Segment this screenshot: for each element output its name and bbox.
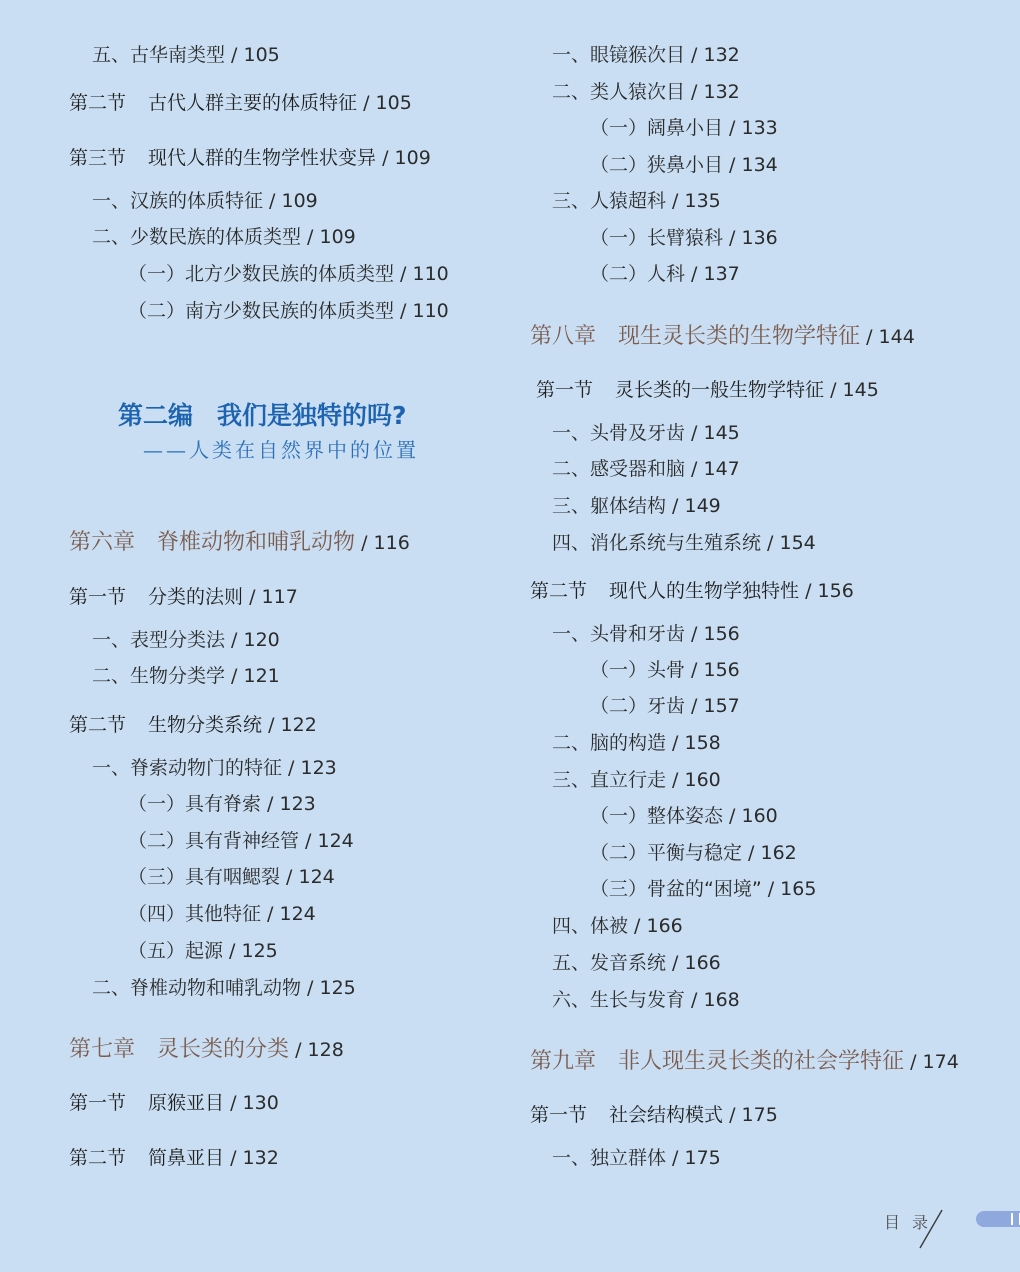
toc-page-number: / 156 xyxy=(685,623,740,645)
toc-title: 社会结构模式 xyxy=(609,1104,724,1126)
toc-label: 第二节 xyxy=(69,92,127,114)
toc-title: （二）南方少数民族的体质类型 xyxy=(128,300,395,322)
toc-entry xyxy=(552,460,740,479)
toc-title: 简鼻亚目 xyxy=(148,1147,225,1169)
toc-page-number: / 110 xyxy=(394,263,449,285)
toc-page-number: / 175 xyxy=(723,1104,778,1126)
toc-entry xyxy=(128,832,354,851)
toc-entry xyxy=(128,942,278,961)
toc-label: 第二节 xyxy=(69,1147,127,1169)
toc-entry xyxy=(128,905,316,924)
toc-page-number: / 120 xyxy=(225,629,280,651)
footer-slash-decoration xyxy=(918,1206,968,1250)
toc-entry xyxy=(128,302,449,321)
toc-entry xyxy=(590,844,797,863)
toc-entry xyxy=(552,192,721,211)
toc-entry xyxy=(552,83,740,102)
toc-section xyxy=(69,1149,279,1168)
toc-title: 一、独立群体 xyxy=(552,1147,667,1169)
toc-page-number: / 136 xyxy=(723,227,778,249)
toc-entry xyxy=(552,625,740,644)
toc-page-number: / 117 xyxy=(243,586,298,608)
toc-entry xyxy=(552,991,740,1010)
toc-title: 一、眼镜猴次目 xyxy=(552,44,686,66)
toc-page-number: / 168 xyxy=(685,989,740,1011)
toc-page-number: / 109 xyxy=(376,147,431,169)
toc-section xyxy=(536,381,879,400)
page-tab xyxy=(976,1211,1020,1227)
toc-title: 二、类人猿次目 xyxy=(552,81,686,103)
toc-title: 二、生物分类学 xyxy=(92,665,226,687)
toc-entry xyxy=(552,954,721,973)
toc-entry xyxy=(92,667,280,686)
toc-title: 一、表型分类法 xyxy=(92,629,226,651)
toc-page-number: / 132 xyxy=(685,81,740,103)
toc-entry xyxy=(92,979,356,998)
toc-page-number: / 109 xyxy=(263,190,318,212)
toc-chapter xyxy=(69,532,410,554)
toc-page-number: / 166 xyxy=(666,952,721,974)
toc-label: 第二节 xyxy=(69,714,127,736)
toc-entry xyxy=(128,868,335,887)
toc-chapter xyxy=(69,1039,344,1061)
toc-page-number: / 174 xyxy=(904,1051,959,1073)
toc-entry xyxy=(128,795,316,814)
toc-entry xyxy=(552,534,816,553)
toc-label: 第三节 xyxy=(69,147,127,169)
toc-title: 四、消化系统与生殖系统 xyxy=(552,532,762,554)
toc-page-number: / 149 xyxy=(666,495,721,517)
toc-page-number: / 144 xyxy=(860,326,915,348)
toc-entry xyxy=(552,917,683,936)
toc-title: 现生灵长类的生物学特征 xyxy=(618,324,861,349)
toc-section xyxy=(69,716,317,735)
toc-title: （二）平衡与稳定 xyxy=(590,842,743,864)
toc-page-number: / 123 xyxy=(282,757,337,779)
toc-page-number: / 124 xyxy=(299,830,354,852)
toc-entry xyxy=(590,807,778,826)
toc-label: 第一节 xyxy=(536,379,594,401)
toc-entry xyxy=(590,697,740,716)
toc-page-number: / 137 xyxy=(685,263,740,285)
toc-title: （二）具有背神经管 xyxy=(128,830,300,852)
toc-entry xyxy=(590,880,816,899)
toc-chapter xyxy=(530,1051,959,1073)
toc-title: （一）整体姿态 xyxy=(590,805,724,827)
toc-title: （一）长臂猿科 xyxy=(590,227,724,249)
toc-title: 现代人的生物学独特性 xyxy=(609,580,800,602)
toc-page-number: / 105 xyxy=(357,92,412,114)
toc-page-number: / 162 xyxy=(742,842,797,864)
toc-entry xyxy=(92,631,280,650)
toc-page-number: / 165 xyxy=(761,878,817,900)
toc-page-number: / 105 xyxy=(225,44,280,66)
toc-title: 二、脑的构造 xyxy=(552,732,667,754)
toc-title: （二）牙齿 xyxy=(590,695,686,717)
toc-title: 灵长类的一般生物学特征 xyxy=(615,379,825,401)
toc-label: 第一节 xyxy=(530,1104,588,1126)
toc-page-number: / 160 xyxy=(666,769,721,791)
tab-bars-icon xyxy=(1011,1213,1020,1225)
toc-page-number: / 175 xyxy=(666,1147,721,1169)
toc-title: 五、发音系统 xyxy=(552,952,667,974)
toc-title: 生物分类系统 xyxy=(148,714,263,736)
toc-entry xyxy=(552,424,740,443)
toc-page-number: / 124 xyxy=(280,866,335,888)
toc-title: 三、躯体结构 xyxy=(552,495,667,517)
toc-title: 五、古华南类型 xyxy=(92,44,226,66)
toc-title: 四、体被 xyxy=(552,915,629,937)
toc-entry xyxy=(552,734,721,753)
toc-entry xyxy=(590,661,740,680)
toc-title: 一、头骨和牙齿 xyxy=(552,623,686,645)
toc-page-number: / 166 xyxy=(628,915,683,937)
toc-page-number: / 133 xyxy=(723,117,778,139)
toc-entry xyxy=(552,1149,721,1168)
toc-section xyxy=(530,1106,778,1125)
toc-title: 现代人群的生物学性状变异 xyxy=(148,147,377,169)
toc-title: 原猴亚目 xyxy=(148,1092,225,1114)
toc-title: （一）阔鼻小目 xyxy=(590,117,724,139)
toc-title: 二、脊椎动物和哺乳动物 xyxy=(92,977,302,999)
toc-label: 第一节 xyxy=(69,586,127,608)
toc-page-number: / 157 xyxy=(685,695,740,717)
toc-entry xyxy=(590,156,778,175)
toc-entry xyxy=(552,46,740,65)
toc-entry xyxy=(92,192,318,211)
toc-page-number: / 145 xyxy=(824,379,879,401)
toc-page-number: / 130 xyxy=(224,1092,279,1114)
toc-label: 第六章 xyxy=(69,530,136,555)
toc-label: 第一节 xyxy=(69,1092,127,1114)
toc-title: （一）头骨 xyxy=(590,659,686,681)
toc-page-number: / 147 xyxy=(685,458,740,480)
toc-label: 第七章 xyxy=(69,1037,136,1062)
toc-title: 二、少数民族的体质类型 xyxy=(92,226,302,248)
toc-page-number: / 122 xyxy=(262,714,317,736)
toc-label: 第二节 xyxy=(530,580,588,602)
toc-title: （三）具有咽鳃裂 xyxy=(128,866,281,888)
toc-title: （五）起源 xyxy=(128,940,224,962)
toc-page-number: / 116 xyxy=(355,532,410,554)
toc-entry xyxy=(552,497,721,516)
toc-page-number: / 123 xyxy=(261,793,316,815)
toc-title: 一、脊索动物门的特征 xyxy=(92,757,283,779)
toc-page-number: / 110 xyxy=(394,300,449,322)
toc-title: （一）具有脊索 xyxy=(128,793,262,815)
toc-label: 第八章 xyxy=(530,324,597,349)
toc-entry xyxy=(552,771,721,790)
toc-title: 古代人群主要的体质特征 xyxy=(148,92,358,114)
toc-section xyxy=(69,94,412,113)
toc-label: 第九章 xyxy=(530,1049,597,1074)
toc-page-number: / 121 xyxy=(225,665,280,687)
toc-entry xyxy=(92,46,280,65)
toc-title: （一）北方少数民族的体质类型 xyxy=(128,263,395,285)
toc-title: 一、头骨及牙齿 xyxy=(552,422,686,444)
toc-page-number: / 156 xyxy=(799,580,854,602)
toc-page-number: / 154 xyxy=(761,532,816,554)
toc-title: 三、人猿超科 xyxy=(552,190,667,212)
toc-chapter xyxy=(530,326,915,348)
toc-page-number: / 160 xyxy=(723,805,778,827)
toc-page-number: / 132 xyxy=(224,1147,279,1169)
toc-title: 一、汉族的体质特征 xyxy=(92,190,264,212)
toc-entry xyxy=(590,229,778,248)
toc-section xyxy=(530,582,854,601)
toc-page-number: / 125 xyxy=(223,940,278,962)
toc-page-number: / 156 xyxy=(685,659,740,681)
toc-section xyxy=(69,149,431,168)
footer-label: 目录 xyxy=(884,1213,941,1232)
toc-page-number: / 145 xyxy=(685,422,740,444)
part-label: 第二编 xyxy=(118,401,194,430)
toc-page-number: / 134 xyxy=(723,154,778,176)
toc-title: 二、感受器和脑 xyxy=(552,458,686,480)
toc-page-number: / 158 xyxy=(666,732,721,754)
toc-entry xyxy=(92,228,356,247)
toc-title: （三）骨盆的“困境” xyxy=(590,878,762,900)
toc-page-number: / 128 xyxy=(289,1039,344,1061)
toc-title: 三、直立行走 xyxy=(552,769,667,791)
toc-title: （二）人科 xyxy=(590,263,686,285)
toc-title: 非人现生灵长类的社会学特征 xyxy=(618,1049,905,1074)
toc-section xyxy=(69,588,298,607)
toc-title: 六、生长与发育 xyxy=(552,989,686,1011)
toc-page-number: / 124 xyxy=(261,903,316,925)
toc-page-number: / 132 xyxy=(685,44,740,66)
toc-entry xyxy=(92,759,337,778)
toc-page-number: / 109 xyxy=(301,226,356,248)
toc-title: 灵长类的分类 xyxy=(157,1037,290,1062)
toc-entry xyxy=(590,119,778,138)
toc-title: （二）狭鼻小目 xyxy=(590,154,724,176)
part-heading xyxy=(118,396,407,432)
toc-title: 脊椎动物和哺乳动物 xyxy=(157,530,356,555)
part-title-text: 我们是独特的吗? xyxy=(217,401,407,430)
toc-title: （四）其他特征 xyxy=(128,903,262,925)
toc-title: 分类的法则 xyxy=(148,586,244,608)
toc-page-number: / 125 xyxy=(301,977,356,999)
toc-entry xyxy=(128,265,449,284)
toc-entry xyxy=(590,265,740,284)
toc-section xyxy=(69,1094,279,1113)
toc-page-number: / 135 xyxy=(666,190,721,212)
part-subtitle: ——人类在自然界中的位置 xyxy=(143,438,419,462)
